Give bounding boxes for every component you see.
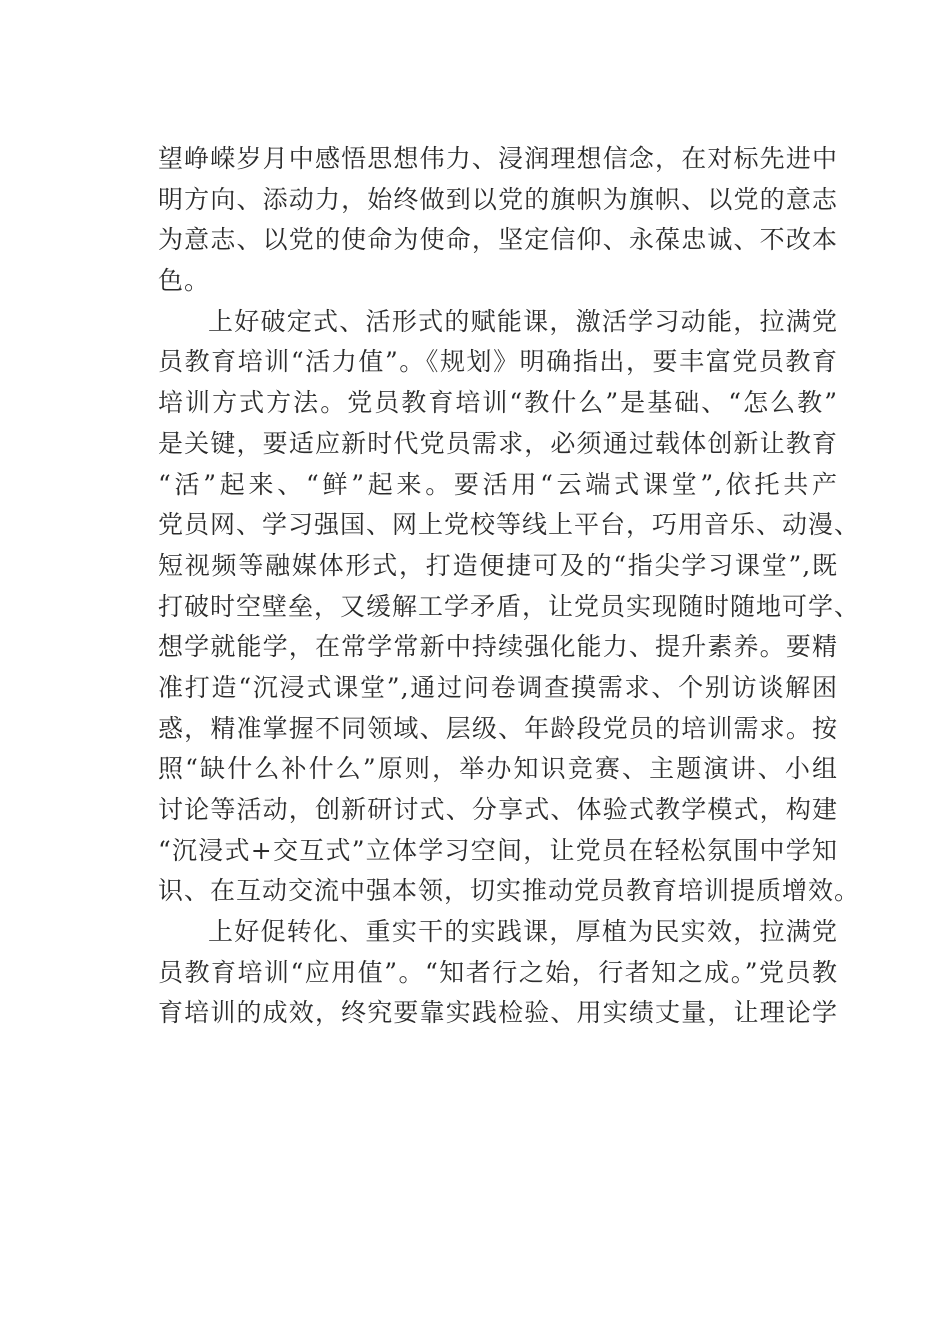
text-line: 色。 [158,266,211,296]
paragraph-2 [158,302,861,912]
paragraph-3 [158,912,838,1034]
text-line: 员教育培训“应用值”。“知者行之始，行者知之成。”党员教 [158,957,838,987]
text-line: 员教育培训“活力值”。《规划》明确指出，要丰富党员教育 [158,347,838,377]
text-line: 照“缺什么补什么”原则，举办知识竞赛、主题演讲、小组 [158,754,838,784]
text-line: “活”起来、“鲜”起来。要活用“云端式课堂”,依托共产 [158,469,838,499]
text-line: 打破时空壁垒，又缓解工学矛盾，让党员实现随时随地可学、 [158,591,861,621]
text-line: 育培训的成效，终究要靠实践检验、用实绩丈量，让理论学 [158,998,838,1028]
text-line: 望峥嵘岁月中感悟思想伟力、浸润理想信念，在对标先进中 [158,144,838,173]
text-line: 是关键，要适应新时代党员需求，必须通过载体创新让教育 [158,428,838,458]
text-line: 上好促转化、重实干的实践课，厚植为民实效，拉满党 [208,917,838,947]
text-line: 党员网、学习强国、网上党校等线上平台，巧用音乐、动漫、 [158,510,861,540]
text-line: 想学就能学，在常学常新中持续强化能力、提升素养。要精 [158,632,838,662]
text-line: 上好破定式、活形式的赋能课，激活学习动能，拉满党 [208,306,838,336]
text-line: 为意志、以党的使命为使命，坚定信仰、永葆忠诚、不改本 [158,225,838,255]
document-body [158,139,861,1034]
paragraph-1 [158,139,838,302]
text-line: “沉浸式+交互式”立体学习空间，让党员在轻松氛围中学知 [158,835,838,865]
text-line: 培训方式方法。党员教育培训“教什么”是基础、“怎么教” [158,388,838,418]
text-line: 短视频等融媒体形式，打造便捷可及的“指尖学习课堂”,既 [158,550,838,580]
text-line: 准打造“沉浸式课堂”,通过问卷调查摸需求、个别访谈解困 [158,672,838,702]
text-line: 明方向、添动力，始终做到以党的旗帜为旗帜、以党的意志 [158,184,838,214]
text-line: 惑，精准掌握不同领域、层级、年龄段党员的培训需求。按 [158,713,838,743]
text-line: 识、在互动交流中强本领，切实推动党员教育培训提质增效。 [158,876,861,906]
text-line: 讨论等活动，创新研讨式、分享式、体验式教学模式，构建 [158,795,838,824]
